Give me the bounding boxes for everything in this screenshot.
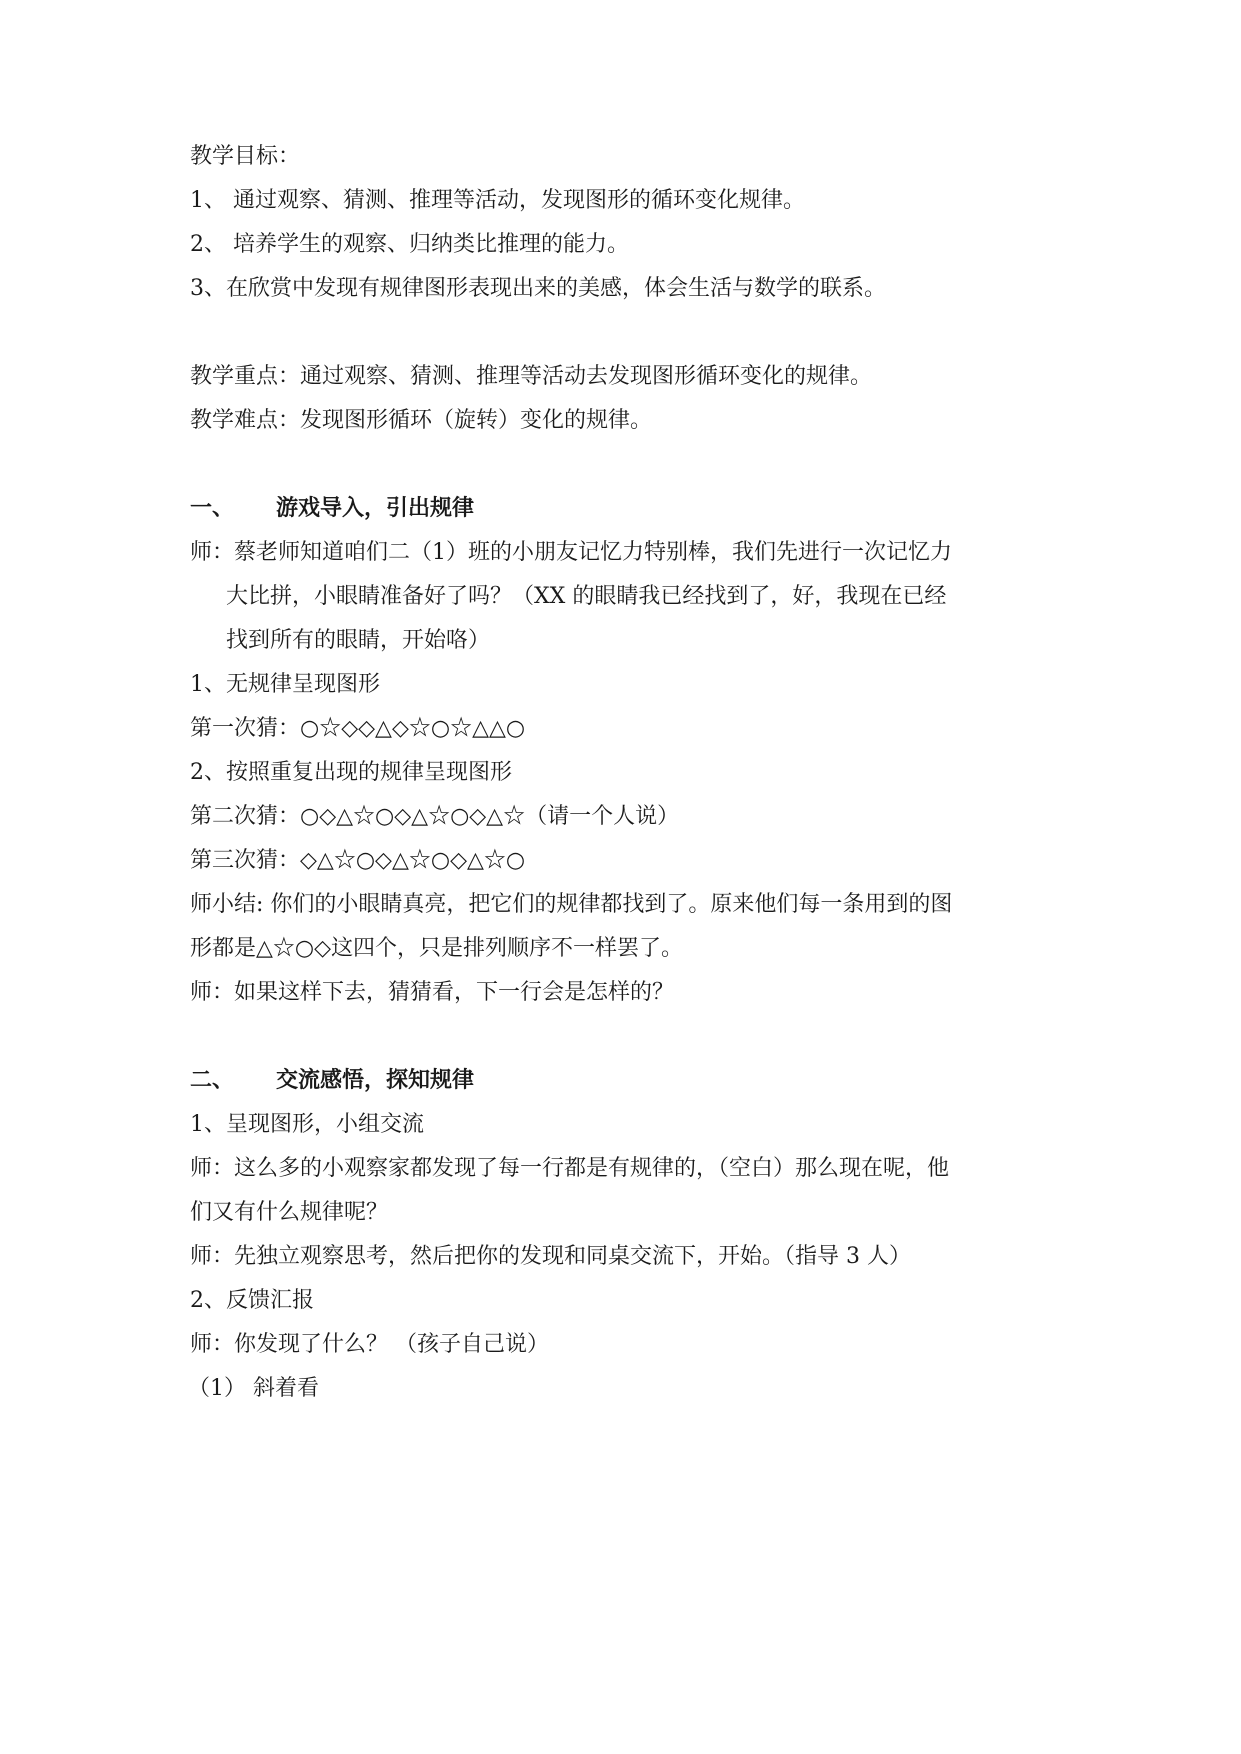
section-1-guess-3: 第三次猜：◇△☆○◇△☆○◇△☆○ [190,848,526,873]
section-1-title: 游戏导入，引出规律 [276,496,475,521]
section-1-paragraph-line-1: 师：蔡老师知道咱们二（1）班的小朋友记忆力特别棒，我们先进行一次记忆力 [190,540,952,565]
section-1-heading [190,494,474,524]
section-1-guess-1: 第一次猜：○☆◇◇△◇☆○☆△△○ [190,716,526,741]
section-1-item-2: 2、按照重复出现的规律呈现图形 [190,760,512,785]
objective-item-3: 3、在欣赏中发现有规律图形表现出来的美感，体会生活与数学的联系。 [190,276,886,301]
section-2-title: 交流感悟，探知规律 [276,1068,475,1093]
section-1-item-1: 1、无规律呈现图形 [190,672,380,697]
section-2-para-2: 师：先独立观察思考，然后把你的发现和同桌交流下，开始。（指导 3 人） [190,1244,911,1269]
section-2-item-2: 2、反馈汇报 [190,1288,314,1313]
section-1-summary-line-2: 形都是△☆○◇这四个，只是排列顺序不一样罢了。 [190,936,684,961]
section-1-guess-2: 第二次猜：○◇△☆○◇△☆○◇△☆（请一个人说） [190,804,680,829]
section-1-question: 师：如果这样下去，猜猜看，下一行会是怎样的？ [190,980,675,1005]
section-1-number: 一、 [190,496,235,521]
section-2-sub-1: （1） 斜着看 [188,1376,319,1401]
section-2-number: 二、 [190,1068,235,1093]
section-2-para-3: 师：你发现了什么？ （孩子自己说） [190,1332,549,1357]
section-1-paragraph-line-3: 找到所有的眼睛，开始咯） [226,628,491,653]
key-point-focus: 教学重点：通过观察、猜测、推理等活动去发现图形循环变化的规律。 [190,364,873,389]
objectives-title: 教学目标： [190,144,301,169]
section-1-paragraph-line-2: 大比拼，小眼睛准备好了吗？（XX 的眼睛我已经找到了，好，我现在已经 [226,584,947,609]
section-2-para-1-line-2: 们又有什么规律呢？ [190,1200,389,1225]
objective-item-2: 2、 培养学生的观察、归纳类比推理的能力。 [190,232,629,257]
section-2-heading [190,1066,474,1096]
section-2-para-1-line-1: 师：这么多的小观察家都发现了每一行都是有规律的，（空白）那么现在呢，他 [190,1156,950,1181]
section-1-summary-line-1: 师小结: 你们的小眼睛真亮，把它们的规律都找到了。原来他们每一条用到的图 [190,892,953,917]
key-point-difficulty: 教学难点：发现图形循环（旋转）变化的规律。 [190,408,653,433]
section-2-item-1: 1、呈现图形，小组交流 [190,1112,424,1137]
objective-item-1: 1、 通过观察、猜测、推理等活动，发现图形的循环变化规律。 [190,188,805,213]
